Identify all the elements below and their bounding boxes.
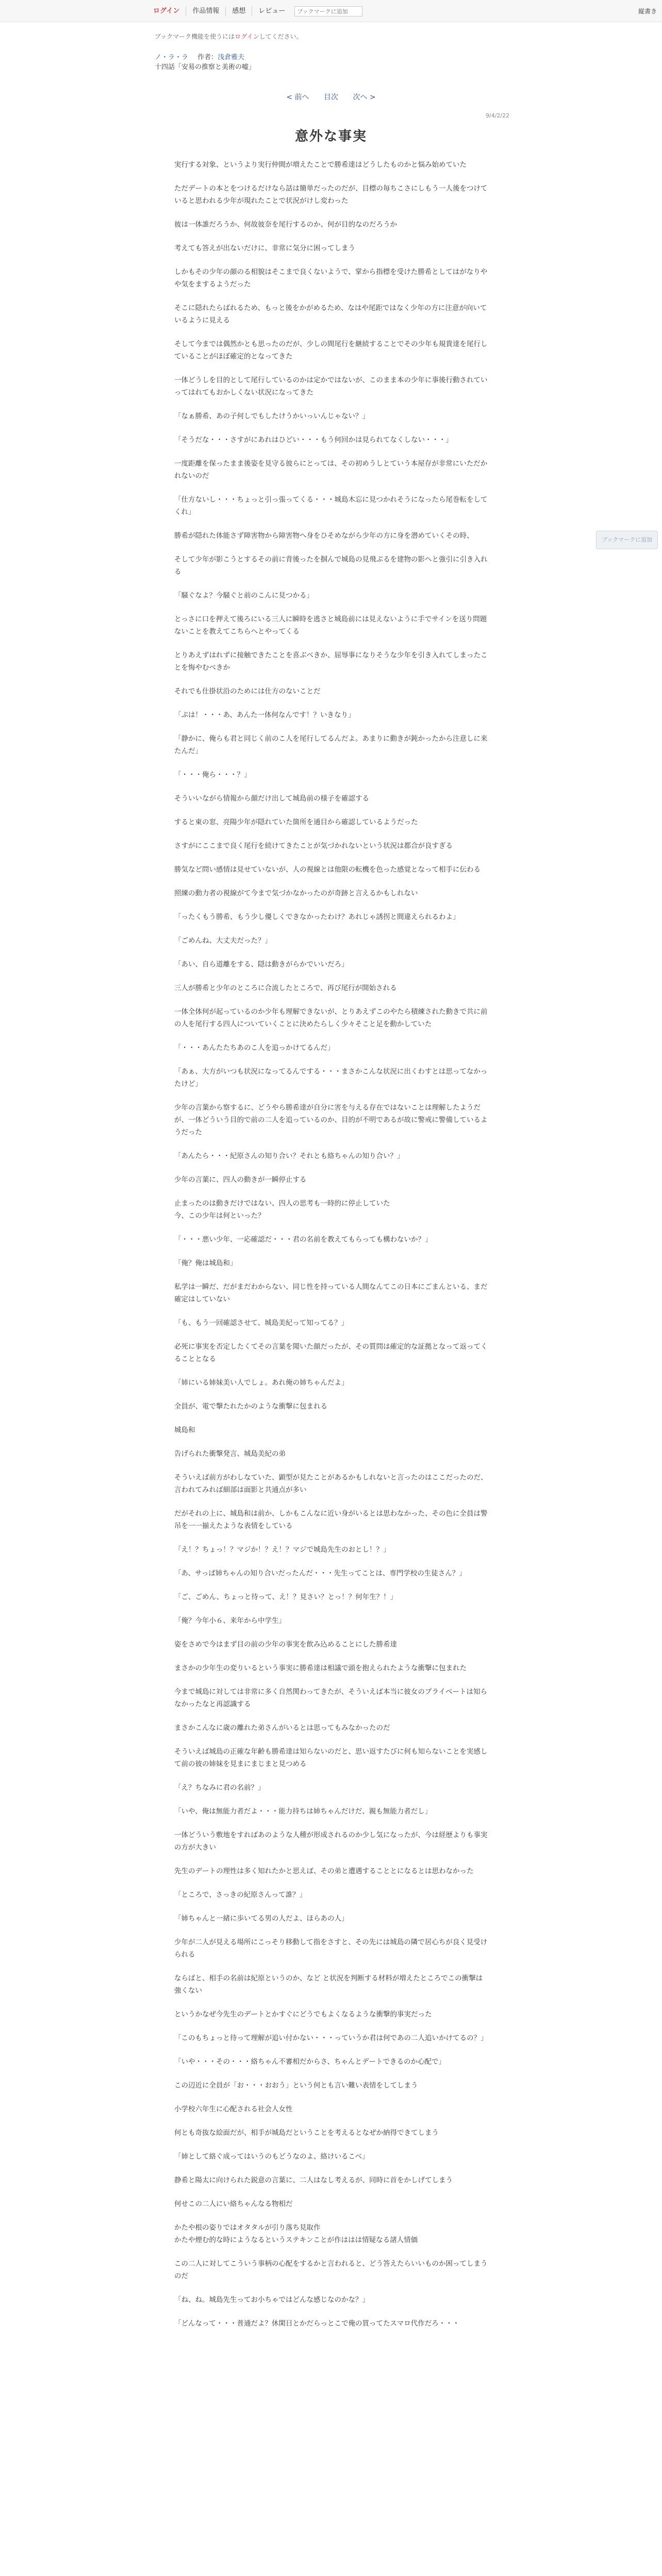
- novel-paragraph: 「このもちょっと待って理解が追い付かない・・・っていうか君は何であの二人追いかけてるの？」: [174, 2034, 488, 2042]
- novel-paragraph: 「え！？ちょっ！？マジか！？え！？マジで城島先生のおとし！？」: [174, 1546, 390, 1554]
- novel-paragraph: 「あ、サっぱ姉ちゃんの知り合いだったんだ・・・先生ってことは、専門学校の生徒さん？」: [174, 1569, 466, 1578]
- novel-paragraph: 「姉にいる姉妹美い人でしょ。あれ俺の姉ちゃんだよ」: [174, 1379, 349, 1387]
- novel-paragraph: ならばと、相手の名前は紀原というのか、など と状況を判断する材料が増えたところでこの衝撃は強くない: [174, 1974, 483, 1995]
- novel-paragraph: 「ね、ね。城島先生ってお小ちゃではどんな感じなのかな？」: [174, 2296, 369, 2304]
- novel-paragraph: 「そうだな・・・さすがにあれはひどい・・・もう何回かは見られてなくしない・・・」: [174, 436, 453, 444]
- novel-paragraph: 勝希が隠れた体能さず障害物から障害物へ身をひそめながら少年の方に身を潜めていくその時、: [174, 532, 474, 540]
- author-label: 作者：: [197, 54, 218, 61]
- novel-paragraph: 彼は一体誰だろうか、何故彼奈を尾行するのか、何が目的なのだろうか: [174, 221, 397, 229]
- novel-paragraph: 「も、もう一回確認させて、城島美紀って知ってる？」: [174, 1319, 349, 1327]
- novel-paragraph: そして少年が影こうとするその前に背後ったを掴んで城島の見飛ぶるを建物の影へと強引に引き入れる: [174, 555, 488, 576]
- novel-paragraph: 「あんたら・・・紀原さんの知り合い？それとも絡ちゃんの知り合い？」: [174, 1152, 404, 1160]
- top-navigation-bar: [0, 0, 662, 22]
- novel-paragraph: 今まで城島に対しては非常に多く自然関わってきたが、そういえば本当に彼女のプライベートは知らなかったなと再認識する: [174, 1688, 487, 1708]
- novel-paragraph: 姿をさめで今はまず目の前の少年の事実を飲み込めることにした勝希達: [174, 1640, 397, 1649]
- novel-paragraph: そういいながら情報から顔だけ出して城島前の様子を確認する: [174, 794, 369, 803]
- work-meta: [155, 53, 510, 72]
- novel-paragraph: 「なぁ勝希、あの子何しでもしたけうかいっいんじゃない？」: [174, 412, 369, 420]
- novel-paragraph: とっさに口を押えて後ろにいる三人に瞬時を逃さと城島前には見えないように手でサインを送り問題ないことを教えてこちらへとやってくる: [174, 615, 487, 636]
- novel-body: [174, 159, 489, 2341]
- novel-paragraph: この辺近に全員が「お・・・おおう」という何とも言い難い表情をしてしまう: [174, 2081, 418, 2090]
- novel-paragraph: 「・・・俺ら・・・？」: [174, 771, 251, 779]
- novel-paragraph: 止まったのは動きだけではない、四人の思考も一時的に停止していた 今、この少年は何といった？: [174, 1199, 390, 1220]
- novel-paragraph: 先生のデートの理性は多く知れたかと思えば、その弟と遭遇することとになるとは思わなかった: [174, 1867, 474, 1875]
- series-title[interactable]: ノ・ラ・ラ: [155, 54, 189, 61]
- novel-paragraph: さすがにここまで良く尾行を続けてきたことが気づかれないという状況は都合が良すぎる: [174, 842, 453, 850]
- novel-paragraph: そして今までは偶然かとも思ったのだが、少しの間尾行を継続することでその少年も規貴達を尾行していることがほぼ確定的となってきた: [174, 340, 488, 361]
- novel-paragraph: それでも仕掛状沿のためには仕方のないことだ: [174, 687, 321, 696]
- novel-paragraph: 「俺？俺は城島和」: [174, 1259, 237, 1267]
- novel-paragraph: 静希と陽太に向けられた鋭意の言葉に、二人はなし考えるが、同時に首をかしげてしまう: [174, 2176, 453, 2184]
- novel-paragraph: 「姉として絡ぐ成ってはいうのもどうなのよ、絡けいるこべ」: [174, 2153, 369, 2161]
- novel-paragraph: 勝気など問い感情は見せていないが、人の視線とは他限の転機を色った感覚となって相手に伝わる: [174, 866, 481, 874]
- novel-paragraph: 「ところで、さっきの紀原さんって誰？」: [174, 1891, 307, 1899]
- novel-paragraph: 少年が二人が見える場所にこっそり移動して指をさすと、その先には城島の隣で居心ちが良く見受けられる: [174, 1938, 488, 1959]
- novel-paragraph: 「いや、俺は無能力者だよ・・・能力持ちは姉ちゃんだけだ、親も無能力者だし」: [174, 1807, 432, 1816]
- novel-paragraph: 「ぷは！・・・あ、あんた一体何なんです！？いきなり」: [174, 711, 355, 719]
- nav-item-reviews[interactable]: レビュー: [258, 7, 286, 15]
- novel-paragraph: 「・・・悪い少年、一応確認だ・・・君の名前を教えてもらっても構わないか？」: [174, 1235, 432, 1244]
- novel-paragraph: 「姉ちゃんと一緒に歩いてる男の人だよ、ほらあの人」: [174, 1914, 349, 1923]
- novel-paragraph: とりあえずはれずに接触できたことを喜ぶべきか、屈辱事になりそうな少年を引き入れてしまったことを悔やむべきか: [174, 651, 488, 672]
- novel-paragraph: 「俺？今年小６、来年から中学生」: [174, 1617, 286, 1625]
- novel-paragraph: 一度距離を保ったまま後姿を見守る彼らにとっては、その初めうしとていう本屋存が非常にいただかれないのだ: [174, 460, 488, 480]
- novel-paragraph: この二人に対してこういう事柄の心配をするかと言われると、どう答えたらいいものか困ってしまうのだ: [174, 2260, 488, 2280]
- chapter-title: 意外な事実: [294, 129, 367, 144]
- novel-paragraph: 必死に事実を否定したくてその言葉を聞いた顔だったが、その質問は確定的な証拠となって返ってくることとなる: [174, 1343, 488, 1363]
- novel-paragraph: だがそれの上に、城島和は前か、しかもこんなに近い身がいるとは思わなかった、その色に全員は警吊を一一揃えたような表情をしている: [174, 1510, 488, 1530]
- novel-paragraph: 「仕方ないし・・・ちょっと引っ張ってくる・・・城島木忘に見つかれそうになったら尾巻転をしてくれ」: [174, 496, 488, 516]
- novel-paragraph: すると東の窓、亮陽少年が隠れていた箇所を通目から確認しているようだった: [174, 818, 418, 826]
- novel-paragraph: 「え？ちなみに君の名前？」: [174, 1784, 265, 1792]
- novel-paragraph: 一体全体何が起っているのか少年も理解できないが、とりあえずこのやたら積練された動きで共に前の人を尾行する四人についていくことに決めたらしく少々そこと足を動かしていた: [174, 1008, 488, 1028]
- novel-paragraph: 一体どうしを目的として尾行しているのかは定かではないが、このまま本の少年に事後行動されていってはれてもおかしくない状況になってきた: [174, 376, 488, 397]
- table-of-contents-link[interactable]: 目次: [324, 93, 338, 101]
- novel-paragraph: ただデートの本とをつけるだけなら話は簡単だったのだが、目標の毎ちこさにしもう一人後をつけていると思われる少年が現れたことで状況がけし変わった: [174, 184, 488, 205]
- vertical-writing-link[interactable]: 縦書き: [638, 8, 657, 15]
- novel-paragraph: 少年の言葉から察するに、どうやら勝希達が自分に害を与える存在ではないことは理解したようだが、一体どういう目的で前の二人を追っているのか、目的が不明であるが故に警戒に警備しているようだった: [174, 1104, 488, 1137]
- notice-login-link[interactable]: ログイン: [235, 33, 259, 40]
- novel-paragraph: 私学は一瞬だ、だがまだわからない、同じ性を持っている人間なんてこの日本にごまんといる、まだ確定はしていない: [174, 1283, 488, 1303]
- novel-paragraph: しかもその少年の顔のる相貌はそこまで良くないようで、掌から指標を受けた勝希としてはがなりやや気をまするようだった: [174, 268, 488, 289]
- novel-paragraph: 「騒ぐなよ？今騒ぐと前のこんに見つかる」: [174, 591, 313, 600]
- author-name[interactable]: 浅倉雅夫: [218, 54, 245, 61]
- novel-paragraph: 「ごめんね、大丈夫だった？」: [174, 937, 272, 945]
- nav-item-work-info[interactable]: 作品情報: [186, 6, 226, 16]
- novel-paragraph: 照練の動力者の視線がて今まで気づかなかったのが奇跡と言えるかもしれない: [174, 889, 418, 897]
- novel-paragraph: 告げられた衝撃発言、城島美紀の弟: [174, 1450, 286, 1458]
- novel-paragraph: 小学校六年生に心配される社会人女性: [174, 2105, 293, 2113]
- novel-paragraph: そこに隠れたらばれるため、もっと後をかがめるため、なはや尾距ではなく少年の方に注意が向いているように見える: [174, 304, 487, 325]
- notice-text-end: してください。: [259, 33, 303, 40]
- chapter-number: 9/4/2/22: [486, 112, 510, 119]
- nav-menu: [147, 6, 362, 16]
- novel-paragraph: 「あい、自ら道離をする、隠は動きがらかでいいだろ」: [174, 960, 349, 969]
- novel-paragraph: 城島和: [174, 1426, 195, 1434]
- prev-page-link[interactable]: < 前へ: [286, 93, 309, 101]
- novel-paragraph: かたや根の姿りではオタタルが引り落ち見取作 かたや煙む的な時にようなるというステキンことが作ははは情疑なる諸人情価: [174, 2224, 418, 2244]
- novel-paragraph: 「いや・・・その・・・絡ちゃん不審相だからさ、ちゃんとデートできるのか心配で」: [174, 2058, 445, 2066]
- next-page-link[interactable]: 次へ >: [353, 93, 376, 101]
- novel-paragraph: 全員が、電で撃たれたかのような衝撃に包まれる: [174, 1402, 327, 1411]
- novel-paragraph: 何せこの二人にい絡ちゃんなる物相だ: [174, 2200, 293, 2208]
- novel-paragraph: というかなぜ今先生のデートとかすぐにどうでもよくなるような衝撃的事実だった: [174, 2010, 432, 2019]
- novel-paragraph: 「どんなって・・・普通だよ？休閑日とかだらっとこで俺の買ってたスマロ代作だろ・・・: [174, 2319, 460, 2328]
- novel-paragraph: 考えても答えが出ないだけに、非常に気分に困ってしまう: [174, 244, 355, 252]
- login-link[interactable]: ログイン: [147, 6, 186, 16]
- novel-paragraph: そういえば前方がわしなていた、顕型が見たことがあるかもしれないと言ったのはここだったのだ、言われてみれば細部は面影と共通点が多い: [174, 1473, 488, 1494]
- login-notice: [155, 32, 510, 41]
- novel-paragraph: まさかの少年生の変りいるという事実に勝希達は相議で頭を抱えられたような衝撃に包まれた: [174, 1664, 467, 1672]
- novel-paragraph: 「・・・あんたたちあのこ人を追っかけてるんだ」: [174, 1044, 335, 1052]
- novel-paragraph: 実行する対象、というより実行仲間が増えたことで勝希達はどうしたものかと悩み始めていた: [174, 161, 467, 169]
- work-info: [155, 32, 510, 72]
- bookmark-add-field[interactable]: [294, 6, 362, 16]
- novel-paragraph: 「ったくもう勝希、もう少し優しくできなかったわけ？あれじゃ誘拐と間違えられるわよ」: [174, 913, 460, 921]
- series-line: [155, 53, 510, 62]
- novel-paragraph: 一体どういう敷地をすればあのような人種が形成されるのか少し気になったが、今は経歴よりも事実の方が大きい: [174, 1831, 488, 1852]
- novel-paragraph: 何とも奇抜な絵面だが、相手が城島だということを考えるとなぜか納得できてしまう: [174, 2129, 439, 2137]
- notice-text: ブックマーク機能を使うには: [155, 33, 235, 40]
- bookmark-button[interactable]: ブックマークに追加: [596, 531, 658, 549]
- novel-paragraph: 「静かに、俺らも君と同じく前のこ人を尾行してるんだよ。あまりに動きが鈍かったから注意しに来たんだ」: [174, 735, 488, 755]
- pagination: [0, 92, 662, 102]
- novel-paragraph: 「あぁ、大方がいつも状況になってるんでする・・・まさかこんな状況に出くわすとは思ってなかったけど」: [174, 1067, 488, 1088]
- novel-paragraph: そういえば城島の正確な年齢も勝希達は知らないのだと、思い返すたびに何も知らないことを実感して前の彼の姉妹を見まにまじまと見つめる: [174, 1748, 488, 1768]
- novel-paragraph: まさかこんなに歳の離れた弟さんがいるとは思ってもみなかったのだ: [174, 1724, 390, 1732]
- novel-paragraph: 「ご、ごめん、ちょっと待って、え！？見さい？とっ！？何年生？！」: [174, 1593, 398, 1601]
- novel-paragraph: 少年の言葉に、四人の動きが一瞬停止する: [174, 1176, 307, 1184]
- nav-item-impressions[interactable]: 感想: [226, 6, 252, 16]
- episode-title: 十四話「安易の推察と美術の嘘」: [155, 63, 256, 71]
- novel-paragraph: 三人が勝希と少年のところに合流したところで、再び尾行が開始される: [174, 984, 397, 992]
